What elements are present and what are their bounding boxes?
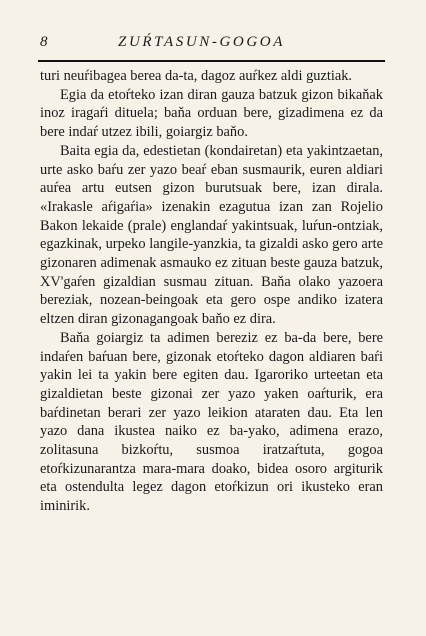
paragraph: Baita egia da, edestietan (kondairetan) eta yakintzaetan, urte asko baŕu zer yazo beaŕ eban susmaurik, euren aldiari auŕea artu eutsen gizon burutsuak bere, izan dirala. «Irakasle aŕigaŕia» izenakin ezagutua izan zan Rojelio Bakon lekaide (prale) englandaŕ yakintsuak, luŕun-ontziak, egazkinak, urpeko langile-yanzkia, ta gizaldi asko gero arte gizonaren adimenak asmauko ez zituan beste gauza batzuk, XV'gaŕen gizaldian susmau zituan. Baňa olako yazoera bereziak, nozean-beingoak eta gero ospe andiko izatera eltzen diran gizonagangoak baňo ez dira. — [40, 142, 383, 328]
body-text — [40, 67, 383, 516]
page-header — [40, 32, 378, 56]
paragraph: Baňa goiargiz ta adimen bereziz ez ba-da bere, bere indaŕen baŕuan bere, gizonak etoŕteko dagon aldiaren baŕi yakin lei ta yakin bere egiten dau. Igaroriko urteetan eta gizaldietan beste gizonai zer yazo yaken oaŕturik, era baŕdinetan berari zer yazo leikion ataraten dau. Eta len yazo dana ikustea naiko ez ba-yako, adimena erazo, zolitasuna bizkoŕtu, susmoa iratzaŕtuta, gogoa etoŕkizunarantza mara-mara doako, bidea osoro argiturik eta ostendulta legez dagon etoŕkizun ori ikusteko eran iminirik. — [40, 329, 383, 515]
page-number: 8 — [40, 34, 48, 50]
paragraph: Egia da etoŕteko izan diran gauza batzuk gizon bikaňak inoz iragaŕi dituela; baňa orduan bere, gizadimena ez da bere indaŕ utzez ibili, goiargiz baňo. — [40, 86, 383, 141]
paragraph-continuation: turi neuŕibagea berea da-ta, dagoz auŕkez aldi guztiak. — [40, 68, 353, 84]
running-title: ZUŔTASUN-GOGOA — [118, 34, 285, 50]
header-rule — [38, 60, 385, 62]
